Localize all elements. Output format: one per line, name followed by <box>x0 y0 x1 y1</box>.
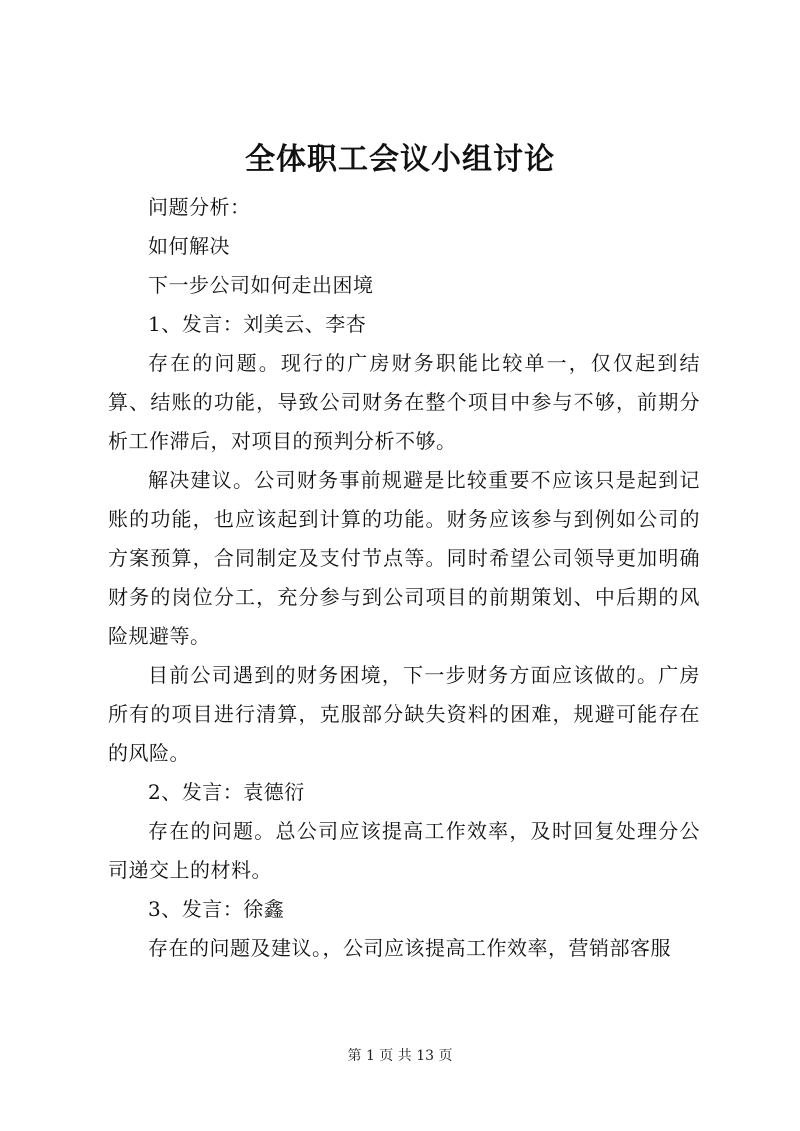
paragraph-next-step: 下一步公司如何走出困境 <box>148 273 374 297</box>
document-title: 全体职工会议小组讨论 <box>245 142 555 177</box>
paragraph-speaker-1: 1、发言：刘美云、李杏 <box>148 312 367 336</box>
paragraph-speaker-2: 2、发言：袁德衍 <box>148 780 305 804</box>
paragraph-problem-analysis: 问题分析： <box>148 195 251 219</box>
page-footer: 第 1 页 共 13 页 <box>347 1048 453 1064</box>
paragraph-speaker-2-problem: 存在的问题。总公司应该提高工作效率，及时回复处理分公司递交上的材料。 <box>108 819 700 882</box>
paragraph-speaker-3: 3、发言：徐鑫 <box>148 897 285 921</box>
document-body <box>108 188 700 968</box>
paragraph-speaker-1-suggestion: 解决建议。公司财务事前规避是比较重要不应该只是起到记账的功能，也应该起到计算的功能。财务应该参与到例如公司的方案预算，合同制定及支付节点等。同时希望公司领导更加明确财务的岗位分工，充分参与到公司项目的前期策划、中后期的风险规避等。 <box>108 468 700 648</box>
paragraph-how-to-solve: 如何解决 <box>148 234 230 258</box>
paragraph-speaker-3-problem: 存在的问题及建议。，公司应该提高工作效率，营销部客服 <box>148 936 671 960</box>
paragraph-speaker-1-problem: 存在的问题。现行的广房财务职能比较单一，仅仅起到结算、结账的功能，导致公司财务在整个项目中参与不够，前期分析工作滞后，对项目的预判分析不够。 <box>108 351 700 453</box>
paragraph-speaker-1-current-difficulty: 目前公司遇到的财务困境，下一步财务方面应该做的。广房所有的项目进行清算，克服部分缺失资料的困难，规避可能存在的风险。 <box>108 663 700 765</box>
